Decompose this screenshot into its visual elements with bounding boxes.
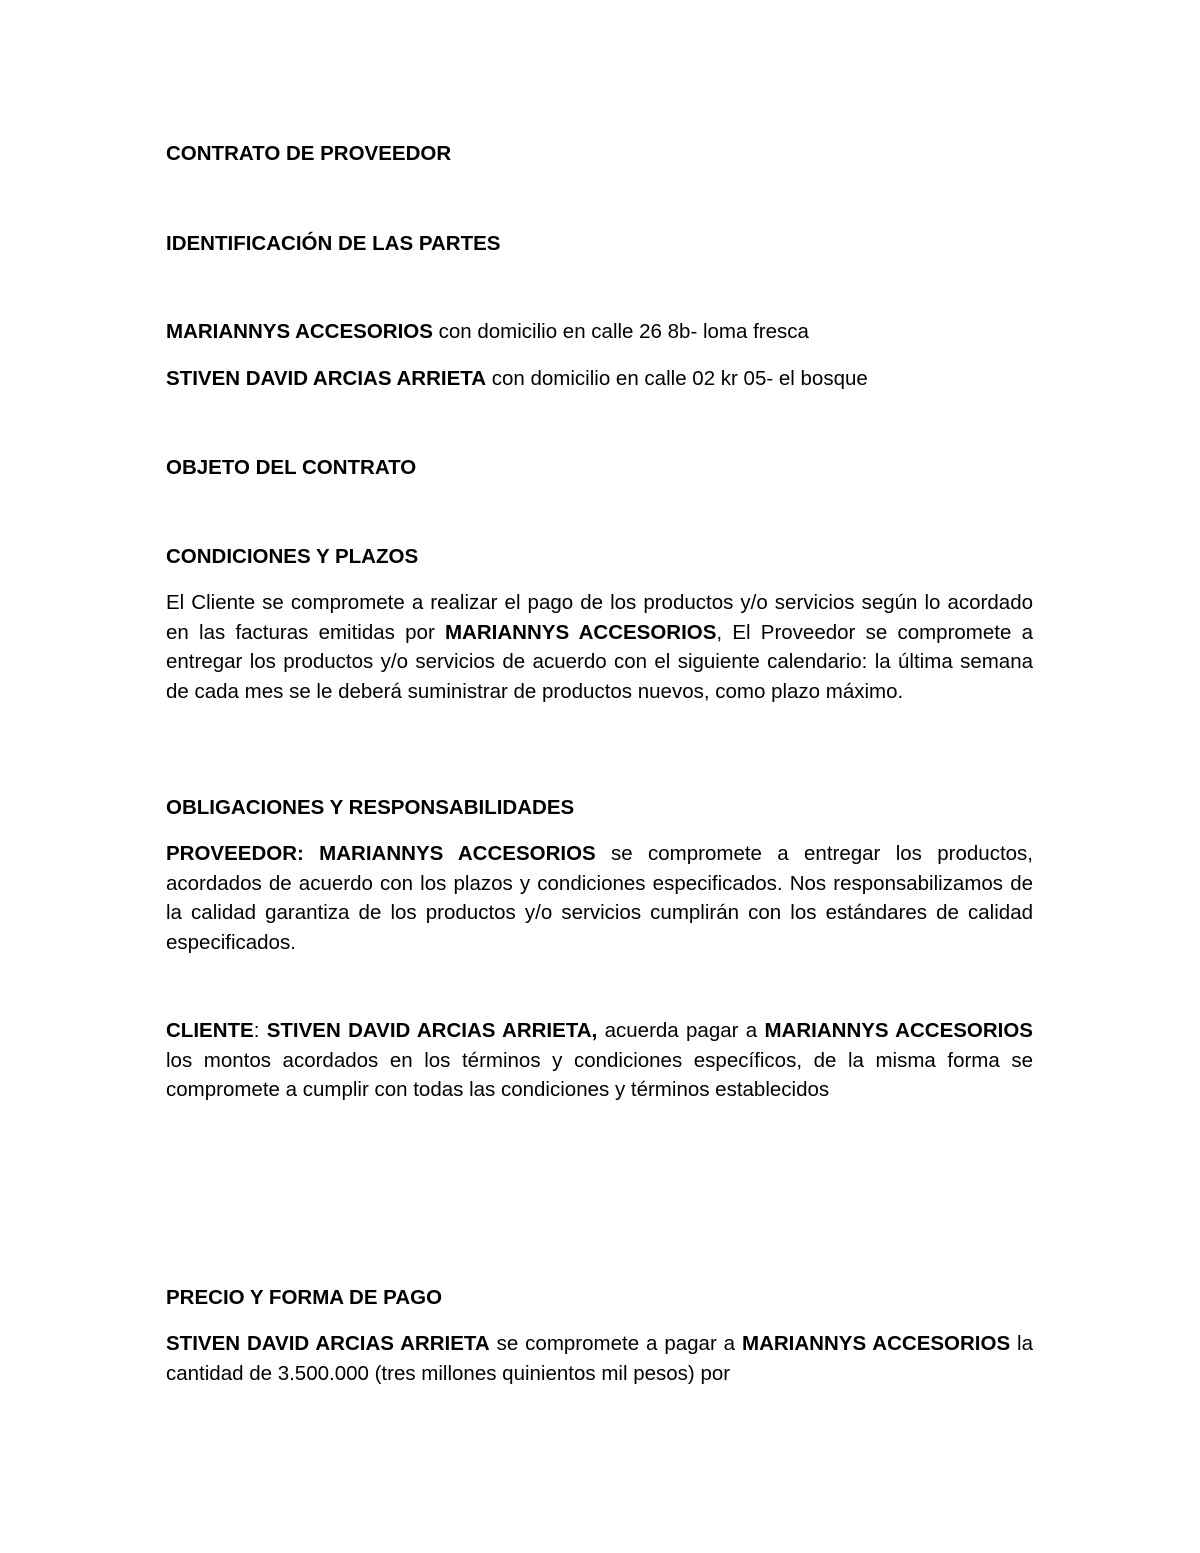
precio-bold-1: STIVEN DAVID ARCIAS ARRIETA xyxy=(166,1332,490,1355)
section-heading-condiciones: CONDICIONES Y PLAZOS xyxy=(166,545,419,568)
paragraph-cliente xyxy=(166,1016,1033,1105)
party-address-cliente: con domicilio en calle 02 kr 05- el bosque xyxy=(486,367,868,390)
paragraph-precio xyxy=(166,1329,1033,1388)
paragraph-condiciones xyxy=(166,588,1033,706)
condiciones-text-b: , El Proveedor se compromete a entregar los productos y/o servicios de acuerdo con el siguiente calendario: la última semana de cada mes se le deberá suministrar de productos nuevos, como plazo máximo. xyxy=(166,620,1034,703)
precio-text-2: la cantidad de 3.500.000 (tres millones quinientos mil pesos) por xyxy=(166,1332,1033,1385)
proveedor-bold: PROVEEDOR: MARIANNYS ACCESORIOS xyxy=(166,842,596,865)
paragraph-proveedor xyxy=(166,839,1033,957)
cliente-colon: : xyxy=(253,1019,267,1042)
party-line-cliente xyxy=(166,367,868,391)
cliente-text-1: acuerda pagar a xyxy=(597,1019,765,1042)
party-address-proveedor: con domicilio en calle 26 8b- loma fresca xyxy=(432,320,809,343)
section-heading-obligaciones: OBLIGACIONES Y RESPONSABILIDADES xyxy=(166,796,575,819)
condiciones-text-a: El Cliente se compromete a realizar el pago de los productos y/o servicios según lo acordado en las facturas emitidas por xyxy=(166,591,1033,644)
section-heading-precio: PRECIO Y FORMA DE PAGO xyxy=(166,1286,443,1309)
party-name-proveedor: MARIANNYS ACCESORIOS xyxy=(166,320,433,343)
section-heading-objeto: OBJETO DEL CONTRATO xyxy=(166,456,417,479)
document-title: CONTRATO DE PROVEEDOR xyxy=(166,142,452,165)
section-heading-identificacion: IDENTIFICACIÓN DE LAS PARTES xyxy=(166,232,501,255)
party-name-cliente: STIVEN DAVID ARCIAS ARRIETA xyxy=(166,367,487,390)
cliente-text-2: los montos acordados en los términos y condiciones específicos, de la misma forma se compromete a cumplir con todas las condiciones y términos establecidos xyxy=(166,1048,1033,1101)
precio-text-1: se compromete a pagar a xyxy=(489,1332,742,1355)
cliente-bold-name: STIVEN DAVID ARCIAS ARRIETA, xyxy=(266,1019,598,1042)
proveedor-text: se compromete a entregar los productos, acordados de acuerdo con los plazos y condiciones especificados. Nos responsabilizamos de la calidad garantiza de los productos y/o servicios cumplirán con los estándares de calidad especificados. xyxy=(166,842,1033,954)
precio-bold-2: MARIANNYS ACCESORIOS xyxy=(742,1332,1011,1355)
condiciones-bold-a: MARIANNYS ACCESORIOS xyxy=(444,620,717,644)
cliente-bold-label: CLIENTE xyxy=(166,1019,254,1042)
cliente-bold-proveedor: MARIANNYS ACCESORIOS xyxy=(764,1019,1033,1042)
party-line-proveedor xyxy=(166,320,809,344)
